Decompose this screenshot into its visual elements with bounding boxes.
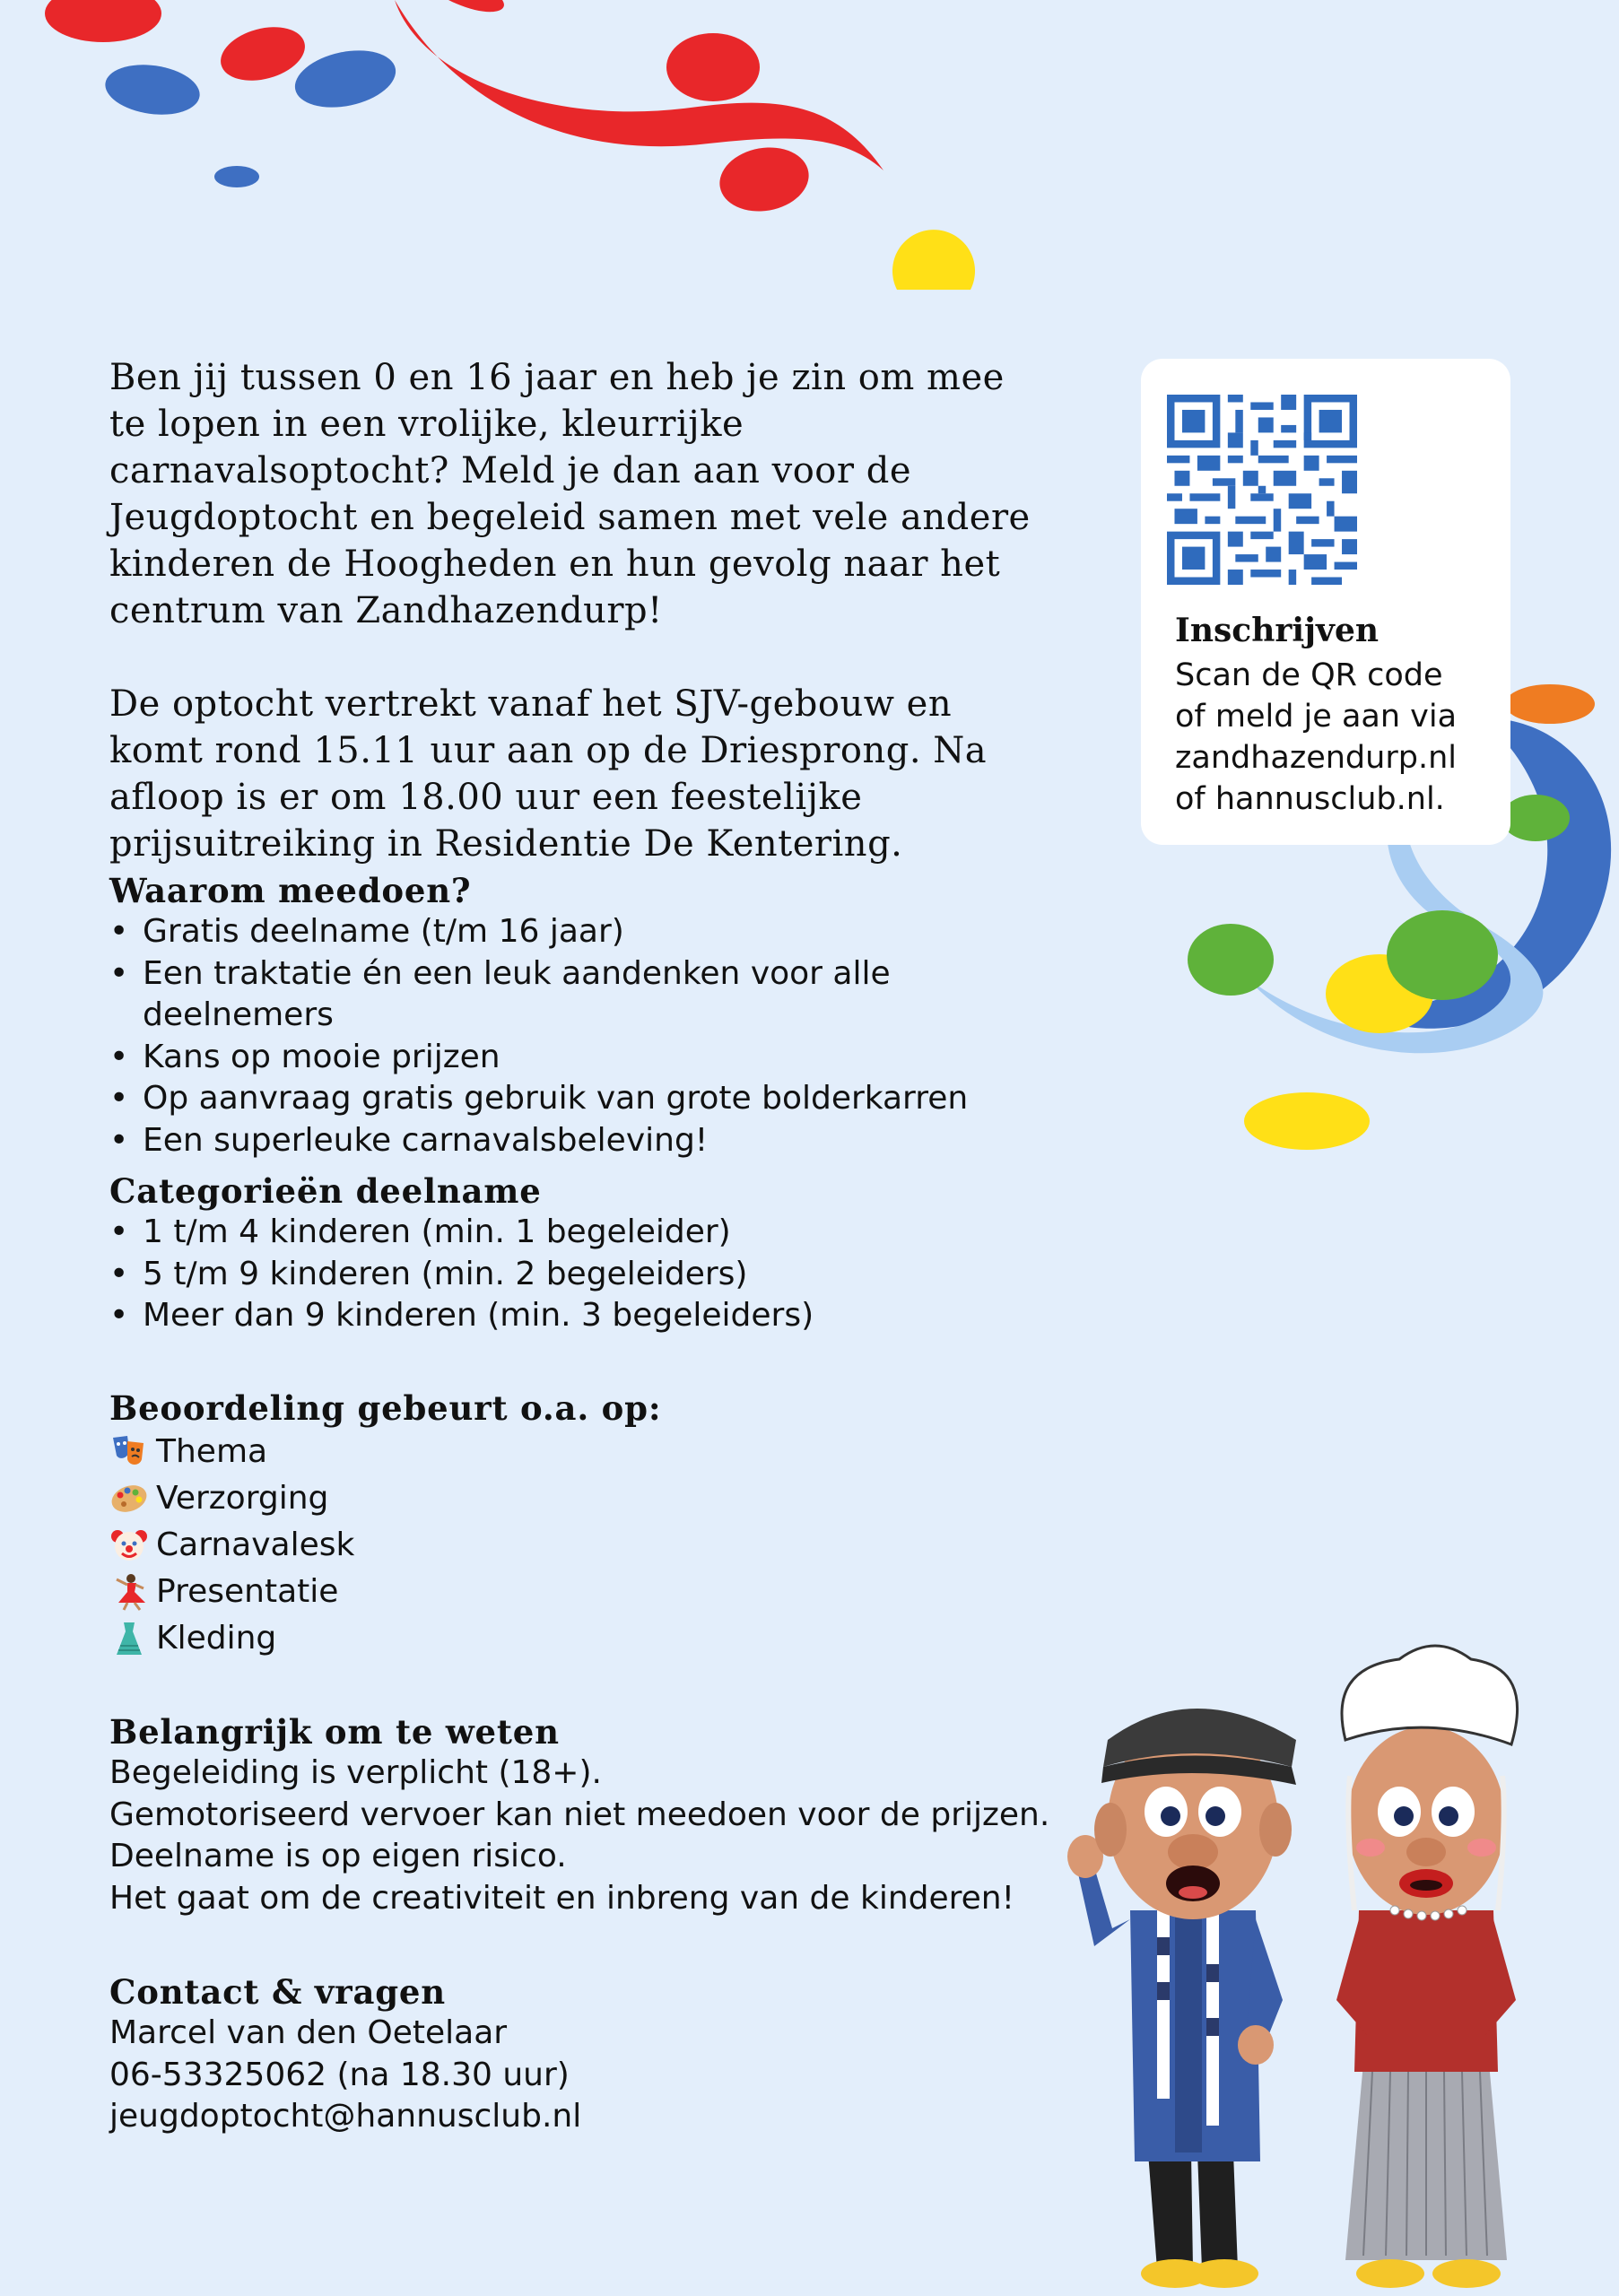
- criterion-label: Thema: [156, 1433, 268, 1470]
- palette-icon: [109, 1479, 149, 1518]
- dancer-icon: [109, 1572, 149, 1612]
- intro-text: [109, 354, 1051, 914]
- mascots-illustration: [1040, 1641, 1561, 2296]
- signup-link[interactable]: of hannusclub.nl.: [1175, 781, 1445, 817]
- why-section: [109, 870, 1060, 1161]
- signup-line: of meld je aan via: [1175, 699, 1458, 735]
- confetti-green: [1188, 924, 1274, 996]
- confetti-red: [45, 0, 161, 42]
- intro-paragraph: Ben jij tussen 0 en 16 jaar en heb je zin om mee te lopen in een vrolijke, kleurrijke carnavalsoptocht? Meld je dan aan voor de Jeugdoptocht en begeleid samen met vele andere kinderen de Hoogheden en hun gevolg naar het centrum van Zandhazendurp!: [109, 357, 1031, 631]
- clown-face-icon: [109, 1526, 149, 1565]
- streamer-red: [395, 0, 883, 170]
- confetti-red: [666, 33, 760, 101]
- confetti-green: [1387, 910, 1498, 1000]
- list-item: • Een superleuke carnavalsbeleving!: [109, 1121, 709, 1159]
- list-item: • Meer dan 9 kinderen (min. 3 begeleiders): [109, 1297, 814, 1334]
- confetti-orange: [1505, 684, 1595, 724]
- signup-card: [1141, 359, 1510, 845]
- confetti-yellow: [1244, 1092, 1370, 1150]
- mascot-woman: [1336, 1646, 1518, 2288]
- criterion-item: [109, 1522, 1060, 1569]
- list-item: • 1 t/m 4 kinderen (min. 1 begeleider): [109, 1213, 731, 1250]
- criterion-label: Carnavalesk: [156, 1526, 355, 1563]
- categories-list: [109, 1212, 1060, 1337]
- important-line: Het gaat om de creativiteit en inbreng van de kinderen!: [109, 1879, 1015, 1917]
- contact-phone[interactable]: 06-53325062 (na 18.30 uur): [109, 2056, 570, 2093]
- judging-heading: Beoordeling gebeurt o.a. op:: [109, 1388, 662, 1428]
- signup-text: [1175, 655, 1498, 820]
- list-item: • 5 t/m 9 kinderen (min. 2 begeleiders): [109, 1255, 748, 1292]
- contact-email[interactable]: jeugdoptocht@hannusclub.nl: [109, 2098, 582, 2135]
- contact-heading: Contact & vragen: [109, 1972, 446, 2012]
- mascot-man: [1067, 1709, 1296, 2288]
- criterion-item: [109, 1615, 1060, 1662]
- confetti-red: [214, 19, 310, 90]
- confetti-yellow: [892, 230, 975, 290]
- important-heading: Belangrijk om te weten: [109, 1712, 560, 1752]
- why-heading: Waarom meedoen?: [109, 871, 472, 910]
- signup-title: Inschrijven: [1175, 612, 1380, 649]
- signup-link[interactable]: zandhazendurp.nl: [1175, 740, 1457, 776]
- contact-name: Marcel van den Oetelaar: [109, 2014, 508, 2051]
- contact-section: [109, 1971, 1060, 2138]
- confetti-green: [1501, 795, 1570, 841]
- qr-code-icon[interactable]: [1167, 395, 1357, 585]
- signup-line: Scan de QR code: [1175, 657, 1443, 693]
- confetti-blue: [290, 42, 401, 116]
- important-line: Deelname is op eigen risico.: [109, 1838, 567, 1874]
- important-line: Gemotoriseerd vervoer kan niet meedoen voor de prijzen.: [109, 1796, 1050, 1833]
- list-item: • Gratis deelname (t/m 16 jaar): [109, 913, 624, 950]
- theater-masks-icon: [109, 1432, 149, 1472]
- intro-paragraph: De optocht vertrekt vanaf het SJV-gebouw en komt rond 15.11 uur aan op de Driesprong. Na afloop is er om 18.00 uur een feestelijke prijsuitreiking in Residentie De Kentering.: [109, 683, 988, 865]
- judging-section: [109, 1387, 1060, 1662]
- categories-section: [109, 1170, 1060, 1337]
- confetti-top-decoration: [0, 0, 1005, 305]
- list-item: • Op aanvraag gratis gebruik van grote bolderkarren: [109, 1080, 969, 1117]
- criterion-item: [109, 1569, 1060, 1615]
- criterion-label: Presentatie: [156, 1573, 339, 1610]
- important-line: Begeleiding is verplicht (18+).: [109, 1754, 602, 1791]
- list-item: • Kans op mooie prijzen: [109, 1038, 500, 1075]
- list-item: • Een traktatie én een leuk aandenken voor alle deelnemers: [109, 954, 891, 1033]
- streamer-red: [395, 0, 504, 12]
- criterion-label: Kleding: [156, 1620, 277, 1657]
- dress-icon: [109, 1619, 149, 1658]
- confetti-red: [715, 141, 814, 218]
- criterion-label: Verzorging: [156, 1480, 329, 1517]
- confetti-blue: [102, 59, 203, 120]
- important-section: [109, 1711, 1060, 1919]
- categories-heading: Categorieën deelname: [109, 1171, 542, 1211]
- criterion-item: [109, 1475, 1060, 1522]
- criterion-item: [109, 1429, 1060, 1475]
- why-list: [109, 911, 1060, 1161]
- confetti-blue: [214, 166, 259, 187]
